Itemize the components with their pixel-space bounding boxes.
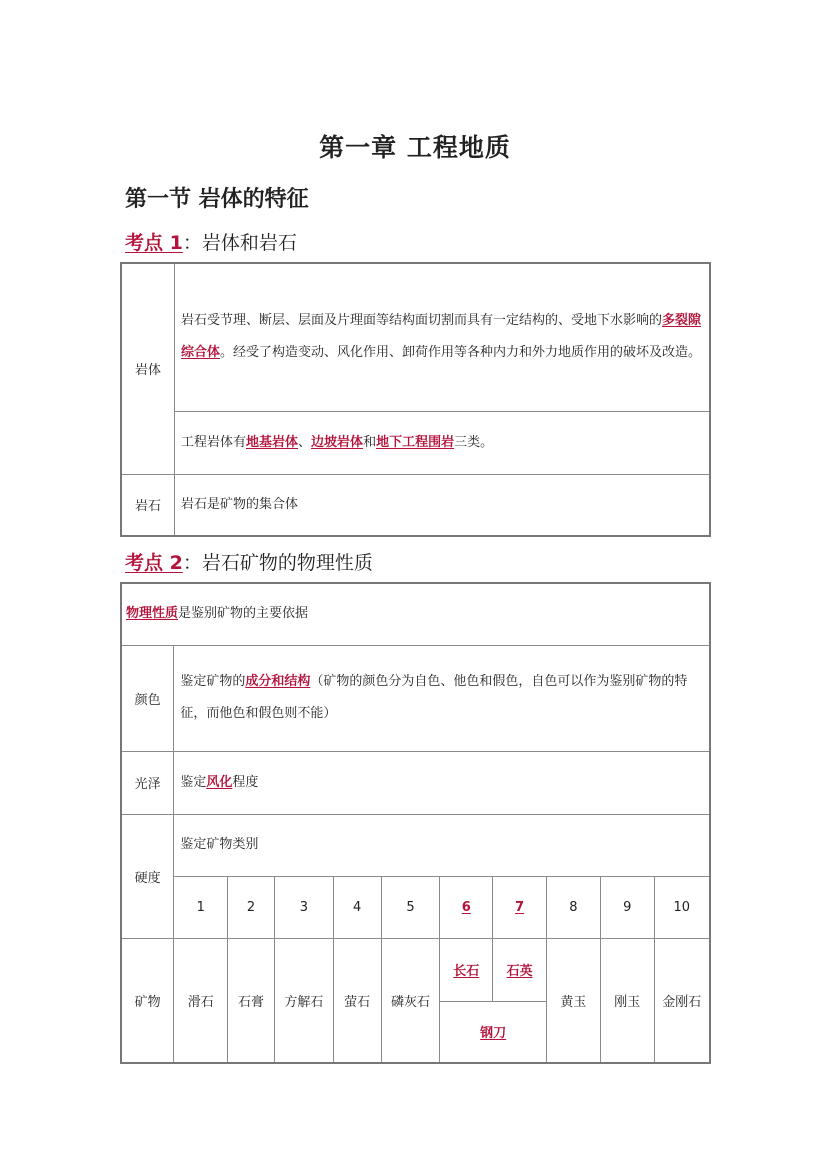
- mineral-name: 黄玉: [546, 938, 600, 1063]
- mineral-name-highlight: 石英: [493, 938, 547, 1001]
- color-highlight: 成分和结构: [245, 674, 311, 689]
- key-point-2-title: 岩石矿物的物理性质: [201, 552, 373, 574]
- mineral-name: 刚玉: [600, 938, 654, 1063]
- hardness-description: 鉴定矿物类别: [174, 814, 710, 876]
- rock-mass-table: [120, 262, 711, 537]
- mineral-name: 石膏: [228, 938, 275, 1063]
- mineral-properties-table: [120, 582, 711, 1064]
- physical-properties-header: 物理性质是鉴别矿物的主要依据: [121, 583, 710, 645]
- color-label: 颜色: [121, 645, 174, 751]
- slope-rock-mass: 边坡岩体: [311, 434, 364, 450]
- luster-label: 光泽: [121, 751, 174, 814]
- hardness-value-highlight: 6: [440, 876, 493, 938]
- hardness-label: 硬度: [121, 814, 174, 938]
- key-point-1-sep: ：: [182, 232, 202, 254]
- color-description: 鉴定矿物的成分和结构（矿物的颜色分为自色、他色和假色，自色可以作为鉴别矿物的特征，而他色和假色则不能）: [174, 645, 710, 751]
- key-point-1-label: 考点 1: [125, 232, 183, 254]
- hardness-value: 9: [600, 876, 654, 938]
- rock-mass-highlight: 多裂隙综合体: [181, 313, 702, 361]
- physical-properties-highlight: 物理性质: [126, 606, 179, 622]
- key-point-2-heading: [125, 548, 373, 575]
- hardness-value: 1: [174, 876, 228, 938]
- foundation-rock-mass: 地基岩体: [246, 434, 299, 450]
- rock-mass-types: 工程岩体有地基岩体、边坡岩体和地下工程围岩三类。: [175, 411, 711, 474]
- mineral-name: 萤石: [333, 938, 381, 1063]
- key-point-2-label: 考点 2: [125, 552, 183, 574]
- hardness-value: 10: [654, 876, 710, 938]
- rock-mass-definition: 岩石受节理、断层、层面及片理面等结构面切割而具有一定结构的、受地下水影响的多裂隙综合体。经受了构造变动、风化作用、卸荷作用等各种内力和外力地质作用的破坏及改造。: [175, 263, 711, 411]
- hardness-scale-row: [121, 876, 710, 938]
- section-title: 第一节 岩体的特征: [125, 187, 309, 212]
- steel-knife: 钢刀: [440, 1001, 547, 1063]
- chapter-title: 第一章 工程地质: [319, 133, 511, 162]
- rock-definition: 岩石是矿物的集合体: [175, 474, 711, 536]
- hardness-value: 2: [228, 876, 275, 938]
- mineral-label: 矿物: [121, 938, 174, 1063]
- luster-highlight: 风化: [206, 774, 233, 790]
- hardness-value: 4: [333, 876, 381, 938]
- key-point-2-sep: ：: [182, 552, 202, 574]
- rock-label: 岩石: [121, 474, 175, 536]
- luster-description: 鉴定风化程度: [174, 751, 710, 814]
- key-point-1-title: 岩体和岩石: [201, 232, 297, 254]
- hardness-value: 3: [274, 876, 333, 938]
- mineral-name: 金刚石: [654, 938, 710, 1063]
- key-point-1-heading: [125, 228, 297, 255]
- mineral-name: 滑石: [174, 938, 228, 1063]
- rock-mass-label: 岩体: [121, 263, 175, 474]
- mineral-name: 方解石: [274, 938, 333, 1063]
- hardness-value: 5: [381, 876, 440, 938]
- hardness-value-highlight: 7: [493, 876, 547, 938]
- mineral-name-highlight: 长石: [440, 938, 493, 1001]
- mineral-name: 磷灰石: [381, 938, 440, 1063]
- underground-surrounding-rock: 地下工程围岩: [376, 434, 455, 450]
- hardness-value: 8: [546, 876, 600, 938]
